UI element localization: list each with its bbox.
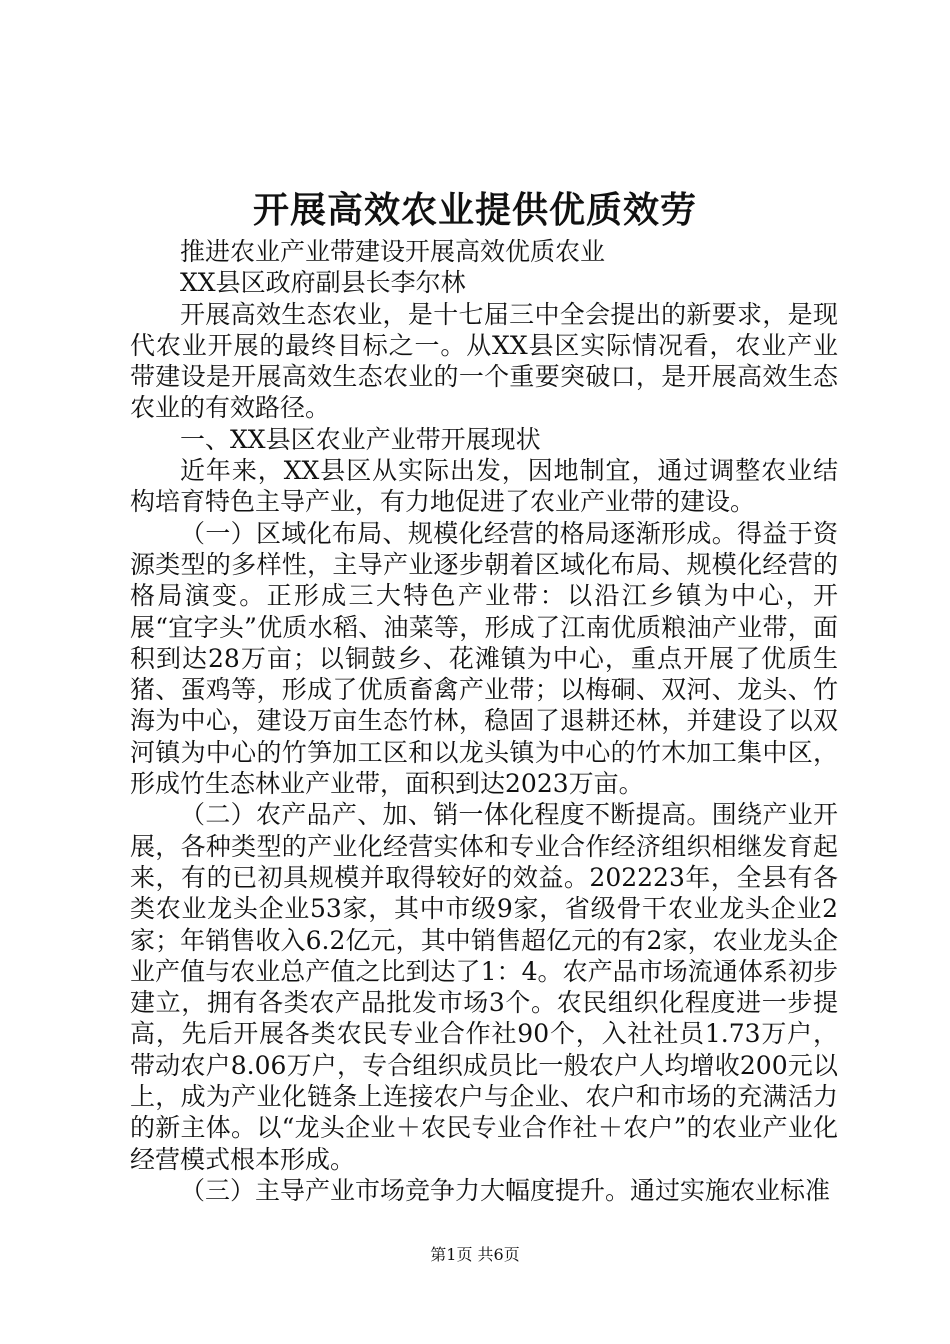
section-heading: 一、XX县区农业产业带开展现状 xyxy=(180,424,541,454)
body-paragraph: 近年来，XX县区从实际出发，因地制宜，通过调整农业结构培育特色主导产业，有力地促进了农业产业带的建设。 xyxy=(130,456,838,517)
body-paragraph: （三）主导产业市场竞争力大幅度提升。通过实施农业标准 xyxy=(180,1175,831,1205)
body-paragraph: （二）农产品产、加、销一体化程度不断提高。围绕产业开展，各种类型的产业化经营实体和专业合作经济组织相继发育起来，有的已初具规模并取得较好的效益。202223年，全县有各类农业龙头企业53家，其中市级9家，省级骨干农业龙头企业2家；年销售收入6.2亿元，其中销售超亿元的有2家，农业龙头企业产值与农业总产值之比到达了1：4。农产品市场流通体系初步建立，拥有各类农产品批发市场3个。农民组织化程度进一步提高，先后开展各类农民专业合作社90个，入社社员1.73万户，带动农户8.06万户，专合组织成员比一般农户人均增收200元以上，成为产业化链条上连接农户与企业、农户和市场的充满活力的新主体。以“龙头企业＋农民专业合作社＋农户”的农业产业化经营模式根本形成。 xyxy=(130,800,838,1174)
intro-paragraph: 开展高效生态农业，是十七届三中全会提出的新要求，是现代农业开展的最终目标之一。从XX县区实际情况看，农业产业带建设是开展高效生态农业的一个重要突破口，是开展高效生态农业的有效路径。 xyxy=(130,299,838,423)
author-paragraph: XX县区政府副县长李尔林 xyxy=(180,268,466,298)
document-title: 开展高效农业提供优质效劳 xyxy=(252,189,697,231)
subtitle-paragraph: 推进农业产业带建设开展高效优质农业 xyxy=(180,237,606,266)
document-body xyxy=(130,236,838,1206)
page-number: 第1页 共6页 xyxy=(430,1245,520,1264)
body-paragraph: （一）区域化布局、规模化经营的格局逐渐形成。得益于资源类型的多样性，主导产业逐步朝着区域化布局、规模化经营的格局演变。正形成三大特色产业带：以沿江乡镇为中心，开展“宜字头”优质水稻、油菜等，形成了江南优质粮油产业带，面积到达28万亩；以铜鼓乡、花滩镇为中心，重点开展了优质生猪、蛋鸡等，形成了优质畜禽产业带；以梅硐、双河、龙头、竹海为中心，建设万亩生态竹林，稳固了退耕还林，并建设了以双河镇为中心的竹笋加工区和以龙头镇为中心的竹木加工集中区，形成竹生态林业产业带，面积到达2023万亩。 xyxy=(130,518,838,799)
